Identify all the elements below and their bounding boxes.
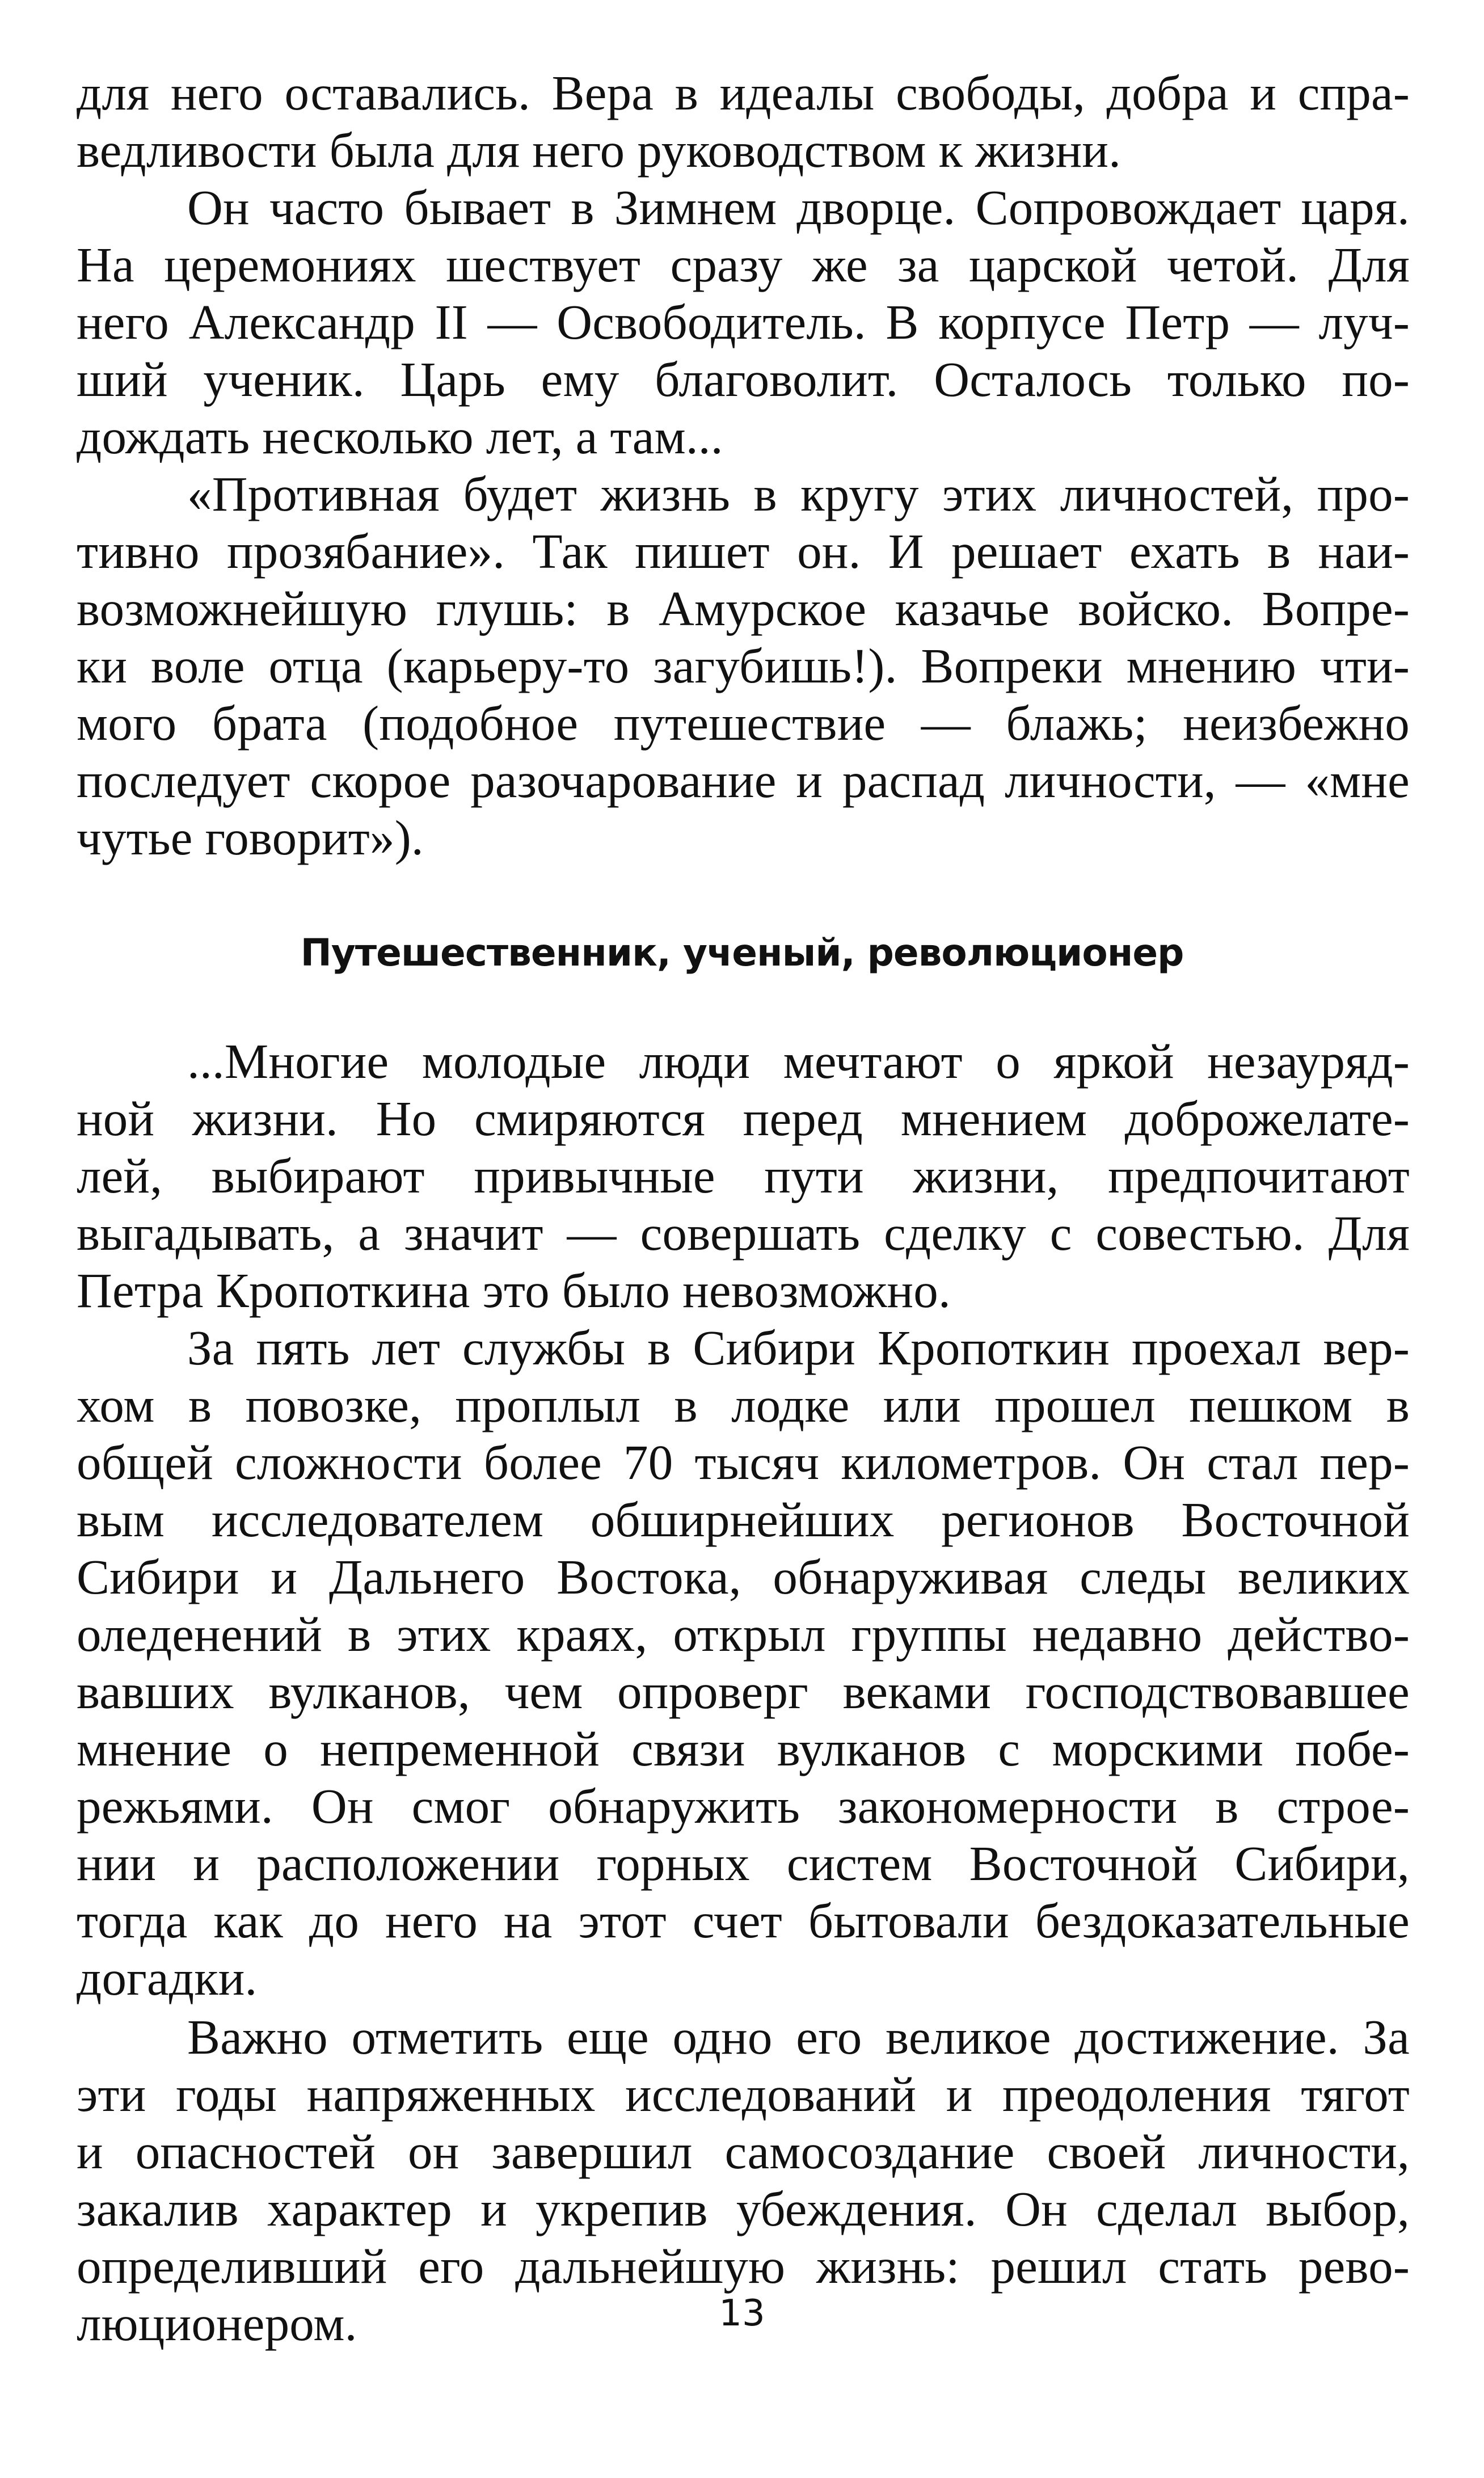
text-line: эти годы напряженных исследований и преодоления тягот (77, 2067, 1410, 2122)
text-line: вавших вулканов, чем опроверг веками господствовавшее (77, 1664, 1410, 1719)
text-line: люционером. (77, 2296, 357, 2351)
text-line: ведливости была для него руководством к жизни. (77, 123, 1122, 178)
text-line: лей, выбирают привычные пути жизни, предпочитают (77, 1148, 1410, 1203)
section-heading: Путешественник, ученый, революционер (300, 931, 1184, 975)
text-line: определивший его дальнейшую жизнь: решил стать рево- (77, 2239, 1410, 2294)
text-line: «Противная будет жизнь в кругу этих личностей, про- (187, 466, 1410, 521)
text-line: и опасностей он завершил самосоздание своей личности, (77, 2124, 1410, 2179)
text-line: чутье говорит»). (77, 810, 424, 865)
text-line: закалив характер и укрепив убеждения. Он сделал выбор, (77, 2181, 1410, 2236)
text-line: тогда как до него на этот счет бытовали бездоказательные (77, 1893, 1410, 1948)
text-line: мнение о непременной связи вулканов с морскими побе- (77, 1721, 1410, 1776)
text-line: возможнейшую глушь: в Амурское казачье войско. Вопре- (77, 581, 1410, 636)
text-line: Важно отметить еще одно его великое достижение. За (187, 2009, 1410, 2064)
paragraph-1 (77, 64, 1410, 179)
text-line: общей сложности более 70 тысяч километров. Он стал пер- (77, 1435, 1410, 1490)
page-number: 13 (719, 2292, 765, 2334)
text-line: ки воле отца (карьеру-то загубишь!). Вопреки мнению чти- (77, 638, 1410, 693)
text-line: выгадывать, а значит — совершать сделку с совестью. Для (77, 1206, 1410, 1261)
text-line: ...Многие молодые люди мечтают о яркой незауряд- (187, 1034, 1410, 1089)
text-line: За пять лет службы в Сибири Кропоткин проехал вер- (187, 1320, 1410, 1375)
paragraph-3 (77, 465, 1410, 866)
text-line: оледенений в этих краях, открыл группы недавно действо- (77, 1607, 1410, 1662)
text-line: для него оставались. Вера в идеалы свободы, добра и спра- (77, 65, 1410, 120)
paragraph-2 (77, 179, 1410, 465)
text-line: нии и расположении горных систем Восточной Сибири, (77, 1836, 1410, 1891)
text-line: последует скорое разочарование и распад личности, — «мне (77, 753, 1410, 808)
paragraph-4 (77, 1032, 1410, 1319)
text-line: догадки. (77, 1950, 258, 2005)
text-line: вым исследователем обширнейших регионов Восточной (77, 1492, 1410, 1547)
text-line: Он часто бывает в Зимнем дворце. Сопровождает царя. (187, 180, 1410, 235)
text-line: него Александр II — Освободитель. В корпусе Петр — луч- (77, 294, 1410, 349)
text-line: Сибири и Дальнего Востока, обнаруживая следы великих (77, 1549, 1410, 1604)
text-line: На церемониях шествует сразу же за царской четой. Для (77, 237, 1410, 292)
text-line: ший ученик. Царь ему благоволит. Осталось только по- (77, 352, 1410, 407)
text-line: мого брата (подобное путешествие — блажь; неизбежно (77, 696, 1410, 751)
text-line: режьями. Он смог обнаружить закономерности в строе- (77, 1779, 1410, 1834)
text-line: хом в повозке, проплыл в лодке или прошел пешком в (77, 1377, 1410, 1432)
text-line: дождать несколько лет, а там... (77, 409, 723, 464)
text-line: Петра Кропоткина это было невозможно. (77, 1263, 951, 1318)
paragraph-5 (77, 1319, 1410, 2007)
text-line: ной жизни. Но смиряются перед мнением доброжелате- (77, 1091, 1410, 1146)
text-line: тивно прозябание». Так пишет он. И решает ехать в наи- (77, 524, 1410, 579)
